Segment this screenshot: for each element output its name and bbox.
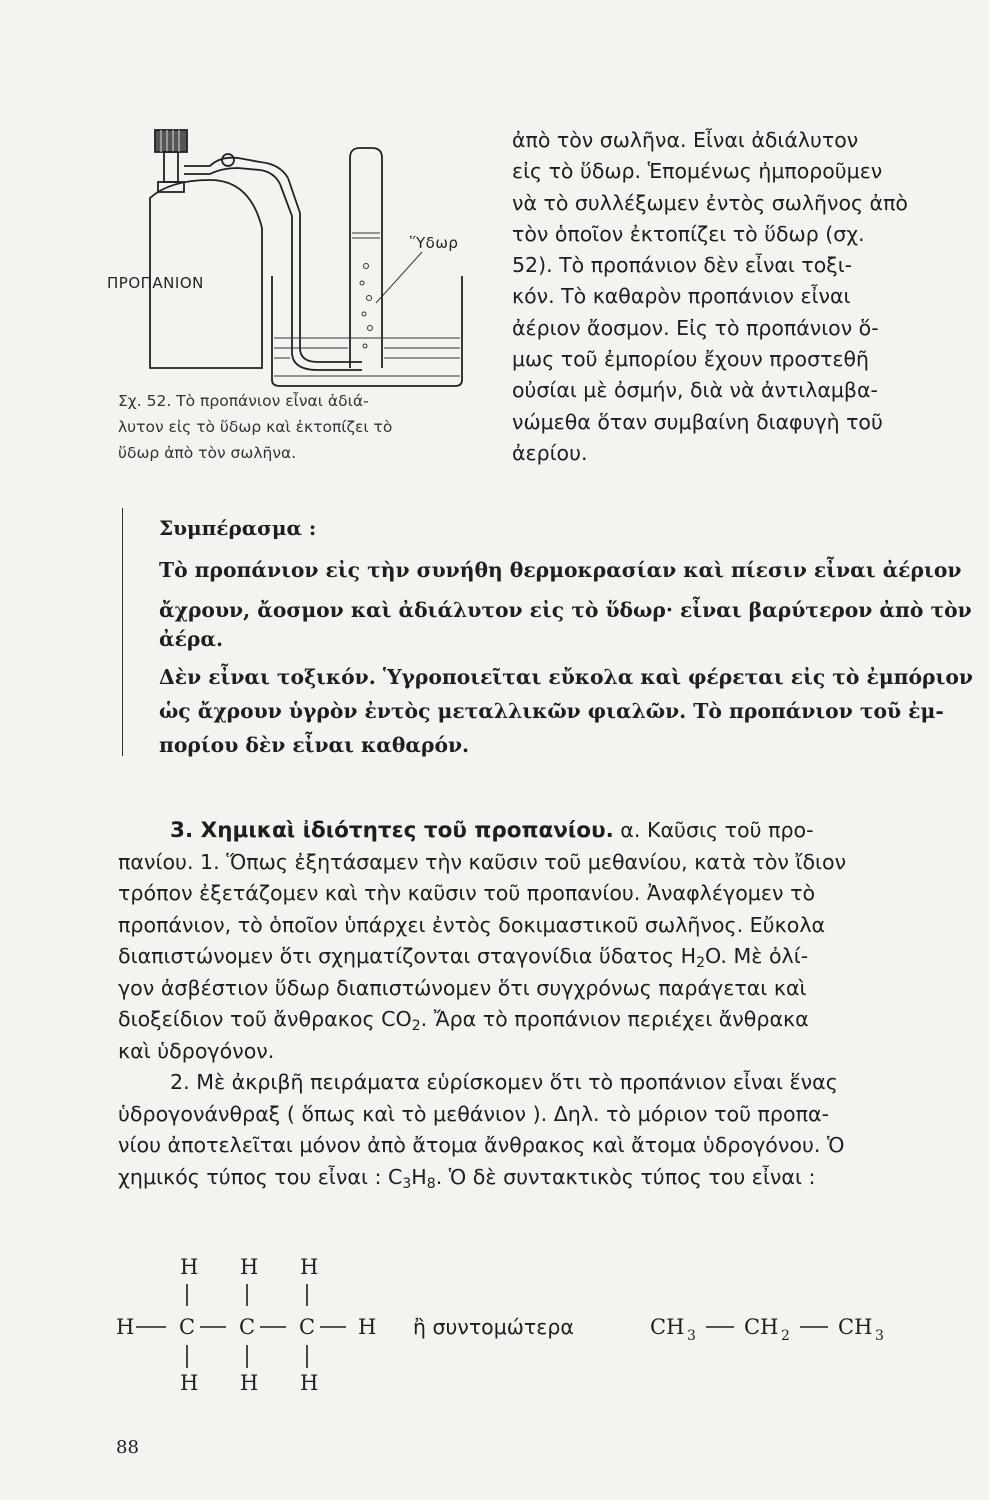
text-line: νὰ τὸ συλλέξωμεν ἐντὸς σωλῆνος ἀπὸ xyxy=(512,190,908,215)
group-ch3: CH xyxy=(650,1315,685,1339)
text-line: οὐσίαι μὲ ὀσμήν, διὰ νὰ ἀντιλαμβα- xyxy=(512,378,878,403)
atom-c: C xyxy=(299,1315,316,1339)
caption-line: λυτον εἰς τὸ ὕδωρ καὶ ἐκτοπίζει τὸ xyxy=(118,418,393,436)
figure-caption xyxy=(118,388,488,466)
group-ch3: CH xyxy=(838,1315,873,1339)
text-span: . Ὁ δὲ συντακτικὸς τύπος του εἶναι : xyxy=(435,1164,816,1189)
text-line: μως τοῦ ἐμπορίου ἔχουν προστεθῆ xyxy=(512,347,870,372)
text-line: 52). Τὸ προπάνιον δὲν εἶναι τοξι- xyxy=(512,253,853,278)
conclusion-line: ὡς ἄχρουν ὑγρὸν ἐντὸς μεταλλικῶν φιαλῶν. Τὸ προπάνιον τοῦ ἐμ- xyxy=(159,699,944,723)
conclusion-box xyxy=(122,508,973,756)
atom-h: H xyxy=(180,1255,199,1279)
text-line: τὸν ὁποῖον ἐκτοπίζει τὸ ὕδωρ (σχ. xyxy=(512,221,865,246)
group-ch2: CH xyxy=(744,1315,779,1339)
text-line: ἀπὸ τὸν σωλῆνα. Εἶναι ἀδιάλυτον xyxy=(512,128,859,152)
text-span: H xyxy=(411,1164,427,1189)
section-title-rest: α. Καῦσις τοῦ προ- xyxy=(613,818,814,842)
paragraph-line: ὑδρογονάνθραξ ( ὅπως καὶ τὸ μεθάνιον ). Δηλ. τὸ μόριον τοῦ προπα- xyxy=(118,1101,830,1126)
paragraph-line: νίου ἀποτελεῖται μόνον ἀπὸ ἄτομα ἄνθρακος καὶ ἄτομα ὑδρογόνου. Ὁ xyxy=(118,1133,845,1157)
atom-h: H xyxy=(116,1315,135,1339)
paragraph-line-h2o xyxy=(118,941,973,973)
atom-c: C xyxy=(239,1315,256,1339)
text-span: χημικός τύπος του εἶναι : C xyxy=(118,1164,403,1189)
page-number: 88 xyxy=(116,1437,139,1458)
subscript: 3 xyxy=(875,1328,884,1344)
text-line: ἀερίου. xyxy=(512,440,588,465)
propane-structure xyxy=(110,1250,980,1390)
atom-h: H xyxy=(240,1255,259,1279)
paragraph-line: πανίου. 1. Ὅπως ἐξητάσαμεν τὴν καῦσιν τοῦ μεθανίου, κατὰ τὸν ἴδιον xyxy=(118,849,847,874)
paragraph-line: 2. Μὲ ἀκριβῆ πειράματα εὑρίσκομεν ὅτι τὸ προπάνιον εἶναι ἕνας xyxy=(170,1070,838,1094)
subscript: 2 xyxy=(696,955,706,971)
paragraph-line-co2 xyxy=(118,1004,973,1036)
alt-text: ἢ συντομώτερα xyxy=(413,1315,574,1339)
text-line: εἰς τὸ ὕδωρ. Ἑπομένως ἠμποροῦμεν xyxy=(512,159,883,184)
text-span: διαπιστώνομεν ὅτι σχηματίζονται σταγονίδια ὕδατος H xyxy=(118,944,697,968)
subscript: 2 xyxy=(411,1018,421,1034)
paragraph-line: καὶ ὑδρογόνον. xyxy=(118,1038,275,1063)
paragraph-line-formula xyxy=(118,1162,973,1194)
atom-h: H xyxy=(300,1255,319,1279)
conclusion-line: Τὸ προπάνιον εἰς τὴν συνήθη θερμοκρασίαν καὶ πίεσιν εἶναι ἀέριον xyxy=(159,558,962,582)
conclusion-line: πορίου δὲν εἶναι καθαρόν. xyxy=(159,733,470,757)
atom-h: H xyxy=(240,1371,259,1390)
text-line: ἀέριον ἄοσμον. Εἰς τὸ προπάνιον ὅ- xyxy=(512,315,879,340)
water-label: Ὕδωρ xyxy=(410,234,459,252)
subscript: 2 xyxy=(781,1328,790,1344)
conclusion-heading: Συμπέρασμα : xyxy=(159,516,317,540)
text-span: διοξείδιον τοῦ ἄνθρακος CO xyxy=(118,1007,412,1031)
section-body xyxy=(118,815,973,1193)
caption-line: Σχ. 52. Τὸ προπάνιον εἶναι ἀδιά- xyxy=(118,392,369,410)
atom-h: H xyxy=(300,1371,319,1390)
subscript: 8 xyxy=(426,1175,436,1192)
paragraph-line: τρόπον ἐξετάζομεν καὶ τὴν καῦσιν τοῦ προπανίου. Ἀναφλέγομεν τὸ xyxy=(118,881,816,905)
atom-h: H xyxy=(358,1315,377,1339)
section-title: 3. Χημικαὶ ἰδιότητες τοῦ προπανίου. xyxy=(170,818,614,843)
propane-apparatus-figure xyxy=(107,118,490,393)
right-column-text xyxy=(512,125,972,469)
subscript: 3 xyxy=(687,1328,696,1344)
conclusion-line: ἀέρα. xyxy=(159,627,224,651)
propane-label: ΠΡΟΠΑΝΙΟΝ xyxy=(107,274,204,292)
subscript: 3 xyxy=(402,1175,412,1192)
text-span: O. Μὲ ὀλί- xyxy=(705,944,809,968)
atom-c: C xyxy=(179,1315,196,1339)
caption-line: ὕδωρ ἀπὸ τὸν σωλῆνα. xyxy=(118,444,297,462)
paragraph-line: προπάνιον, τὸ ὁποῖον ὑπάρχει ἐντὸς δοκιμαστικοῦ σωλῆνος. Εὔκολα xyxy=(118,912,826,937)
text-line: νώμεθα ὅταν συμβαίνη διαφυγὴ τοῦ xyxy=(512,409,883,434)
conclusion-line: Δὲν εἶναι τοξικόν. Ὑγροποιεῖται εὔκολα καὶ φέρεται εἰς τὸ ἐμπόριον xyxy=(159,665,973,689)
structural-formula xyxy=(110,1250,980,1390)
text-span: . Ἄρα τὸ προπάνιον περιέχει ἄνθρακα xyxy=(420,1007,809,1031)
paragraph-line: γον ἀσβέστιον ὕδωρ διαπιστώνομεν ὅτι συγχρόνως παράγεται καὶ xyxy=(118,975,807,1000)
atom-h: H xyxy=(180,1371,199,1390)
text-line: κόν. Τὸ καθαρὸν προπάνιον εἶναι xyxy=(512,284,851,309)
conclusion-line: ἄχρουν, ἄοσμον καὶ ἀδιάλυτον εἰς τὸ ὕδωρ· εἶναι βαρύτερον ἀπὸ τὸν xyxy=(159,598,972,622)
apparatus-illustration xyxy=(110,118,490,393)
